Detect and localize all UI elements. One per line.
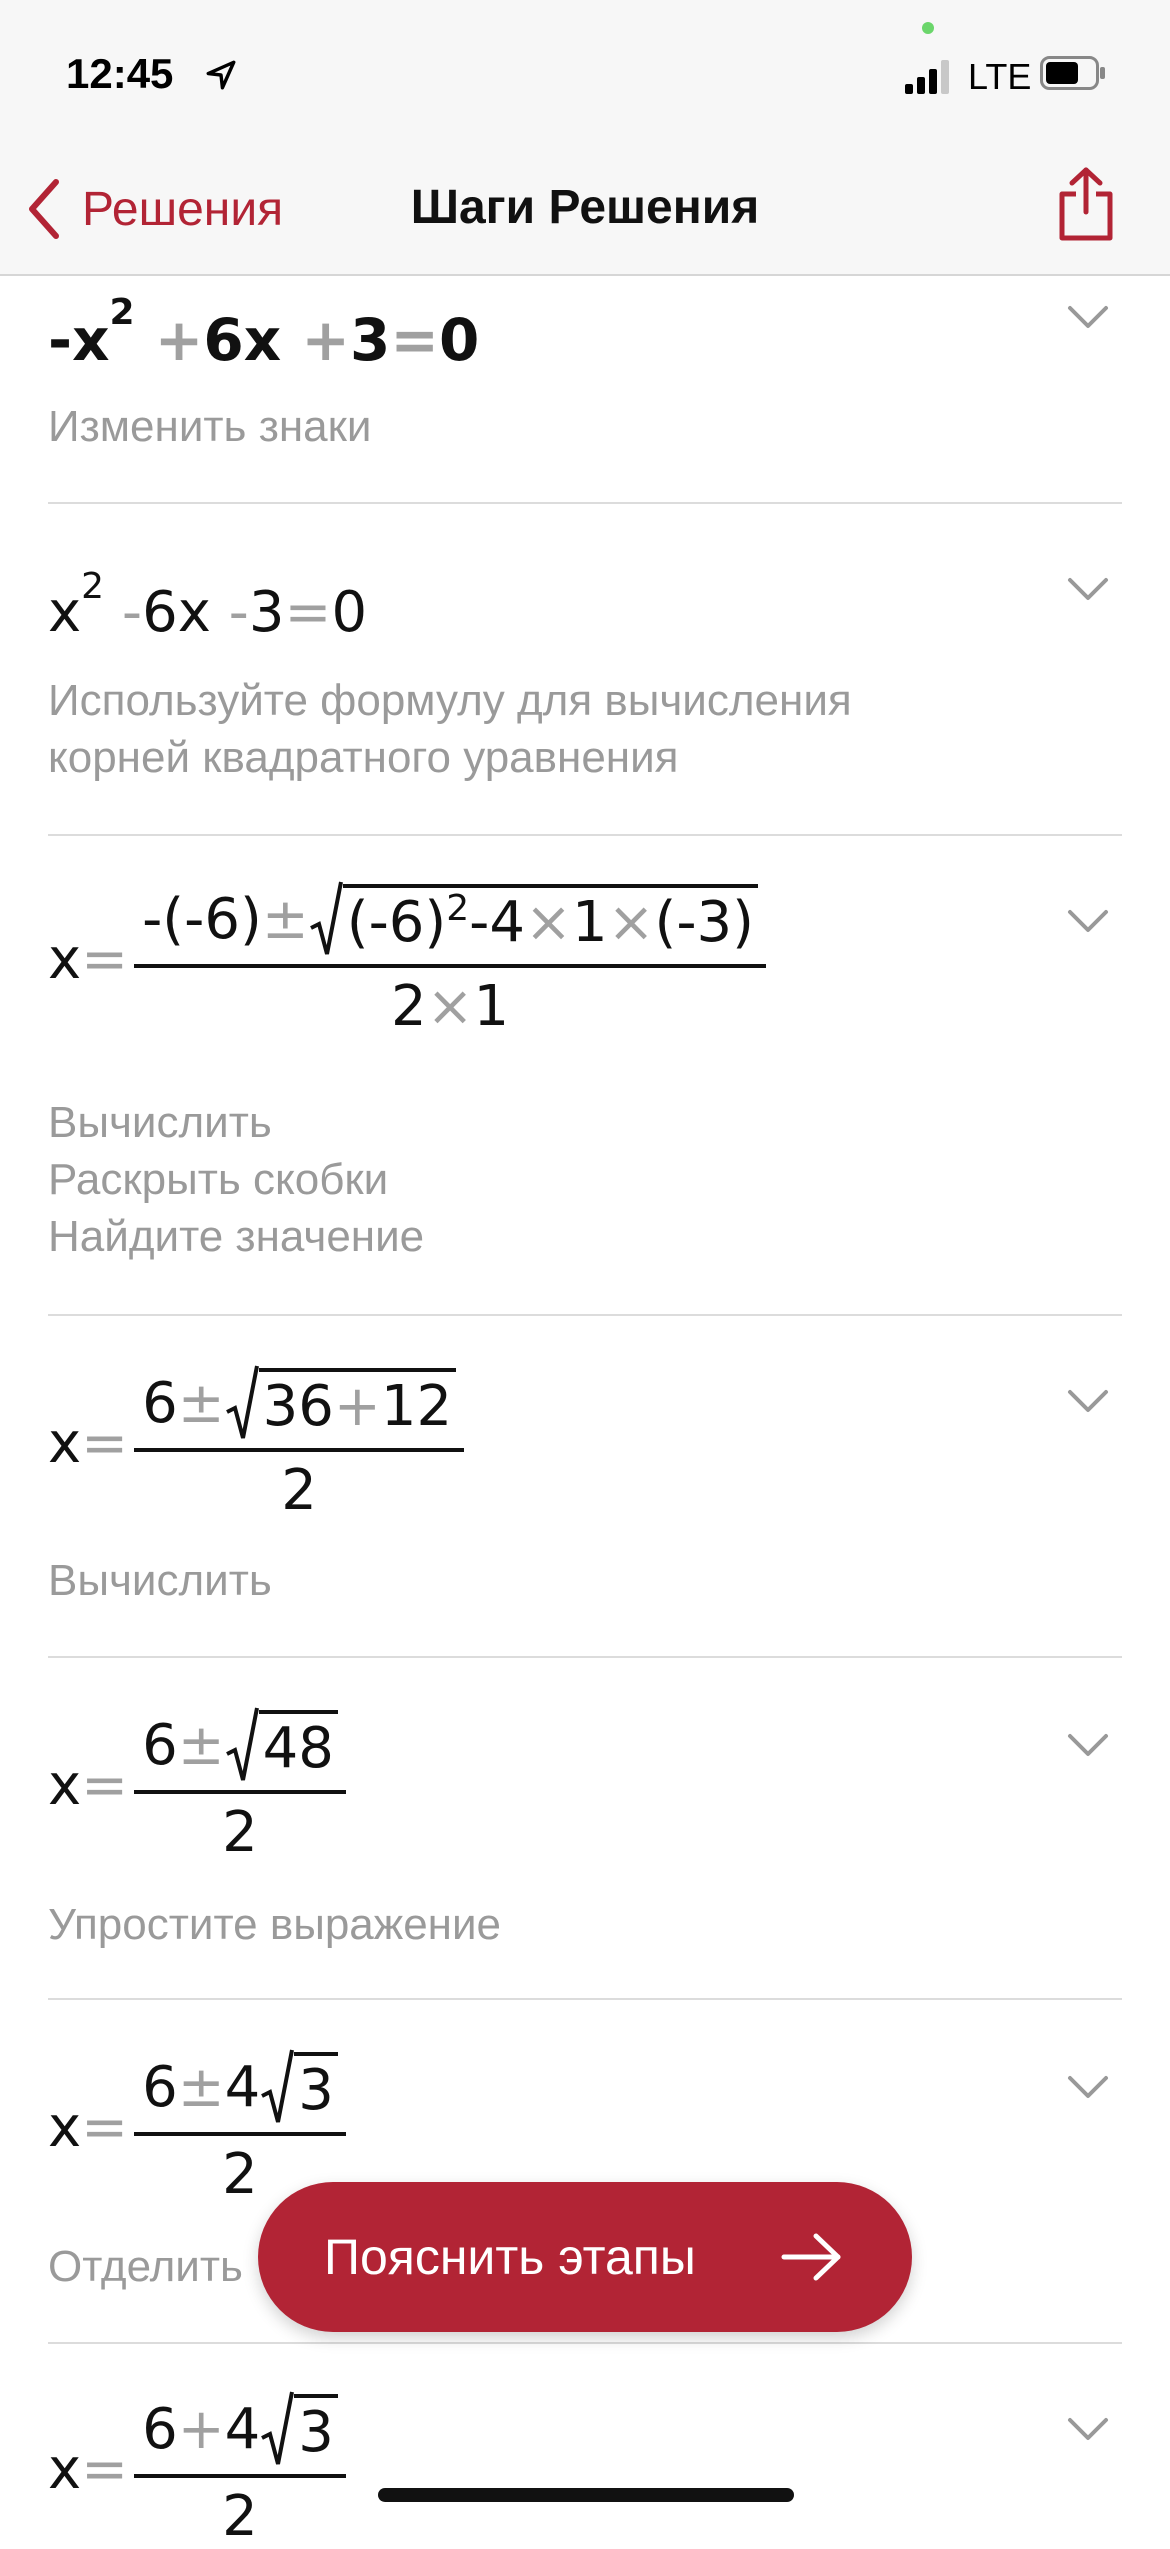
step4-equation: x = 6 ± 36+12 2 [48, 1364, 464, 1523]
radical-sign [260, 2048, 294, 2126]
step3-equation: x = -(-6) ± $(-6)^2-4\times 1\times(-3)$ 2×1 [48, 880, 766, 1039]
explain-steps-button[interactable] [258, 2182, 912, 2332]
step3-description: Вычислить Раскрыть скобки Найдите значение [48, 1098, 425, 1261]
step5-description: Упростите выражение [48, 1900, 502, 1949]
chevron-left-icon [26, 178, 62, 240]
page-title: Шаги Решения [410, 181, 760, 234]
step1-description: Изменить знаки [48, 402, 372, 451]
chevron-down-icon[interactable] [1066, 2072, 1110, 2102]
divider [48, 1998, 1122, 2000]
status-bar [0, 0, 1170, 140]
back-button[interactable] [26, 178, 283, 240]
chevron-down-icon[interactable] [1066, 906, 1110, 936]
divider [48, 834, 1122, 836]
step6-description: Отделить [48, 2242, 243, 2291]
share-icon[interactable] [1056, 166, 1116, 242]
step6-equation: x = 6 ± 4 3 2 [48, 2048, 346, 2207]
step7-equation: x = 6 + 4 3 2 [48, 2390, 346, 2549]
network-type: LTE [968, 56, 1032, 97]
chevron-down-icon[interactable] [1066, 1730, 1110, 1760]
step4-description: Вычислить [48, 1556, 272, 1605]
chevron-down-icon[interactable] [1066, 574, 1110, 604]
home-indicator[interactable] [378, 2488, 794, 2502]
step2-description: Используйте формулу для вычисления корней квадратного уравнения [48, 676, 852, 782]
step2-equation: $x^2$ -6x -3=0 [48, 566, 368, 645]
divider [48, 1656, 1122, 1658]
signal-icon [905, 60, 949, 94]
divider [48, 1314, 1122, 1316]
radical-sign [225, 1706, 259, 1784]
chevron-down-icon[interactable] [1066, 302, 1110, 332]
radical-sign [260, 2390, 294, 2468]
chevron-down-icon[interactable] [1066, 2414, 1110, 2444]
explain-steps-label: Пояснить этапы [324, 2229, 696, 2285]
battery-icon [1040, 56, 1106, 90]
divider [48, 2342, 1122, 2344]
step5-equation: x = 6 ± 48 2 [48, 1706, 346, 1865]
step1-equation: $-x^2 +6x +3=0$ [48, 292, 480, 374]
chevron-down-icon[interactable] [1066, 1386, 1110, 1416]
divider [48, 502, 1122, 504]
privacy-indicator-dot [922, 22, 934, 34]
radical-sign [309, 880, 343, 958]
arrow-right-icon [780, 2232, 844, 2282]
radical-sign [225, 1364, 259, 1442]
back-label: Решения [82, 182, 284, 236]
status-time: 12:45 [66, 50, 174, 97]
location-arrow-icon [204, 58, 238, 92]
